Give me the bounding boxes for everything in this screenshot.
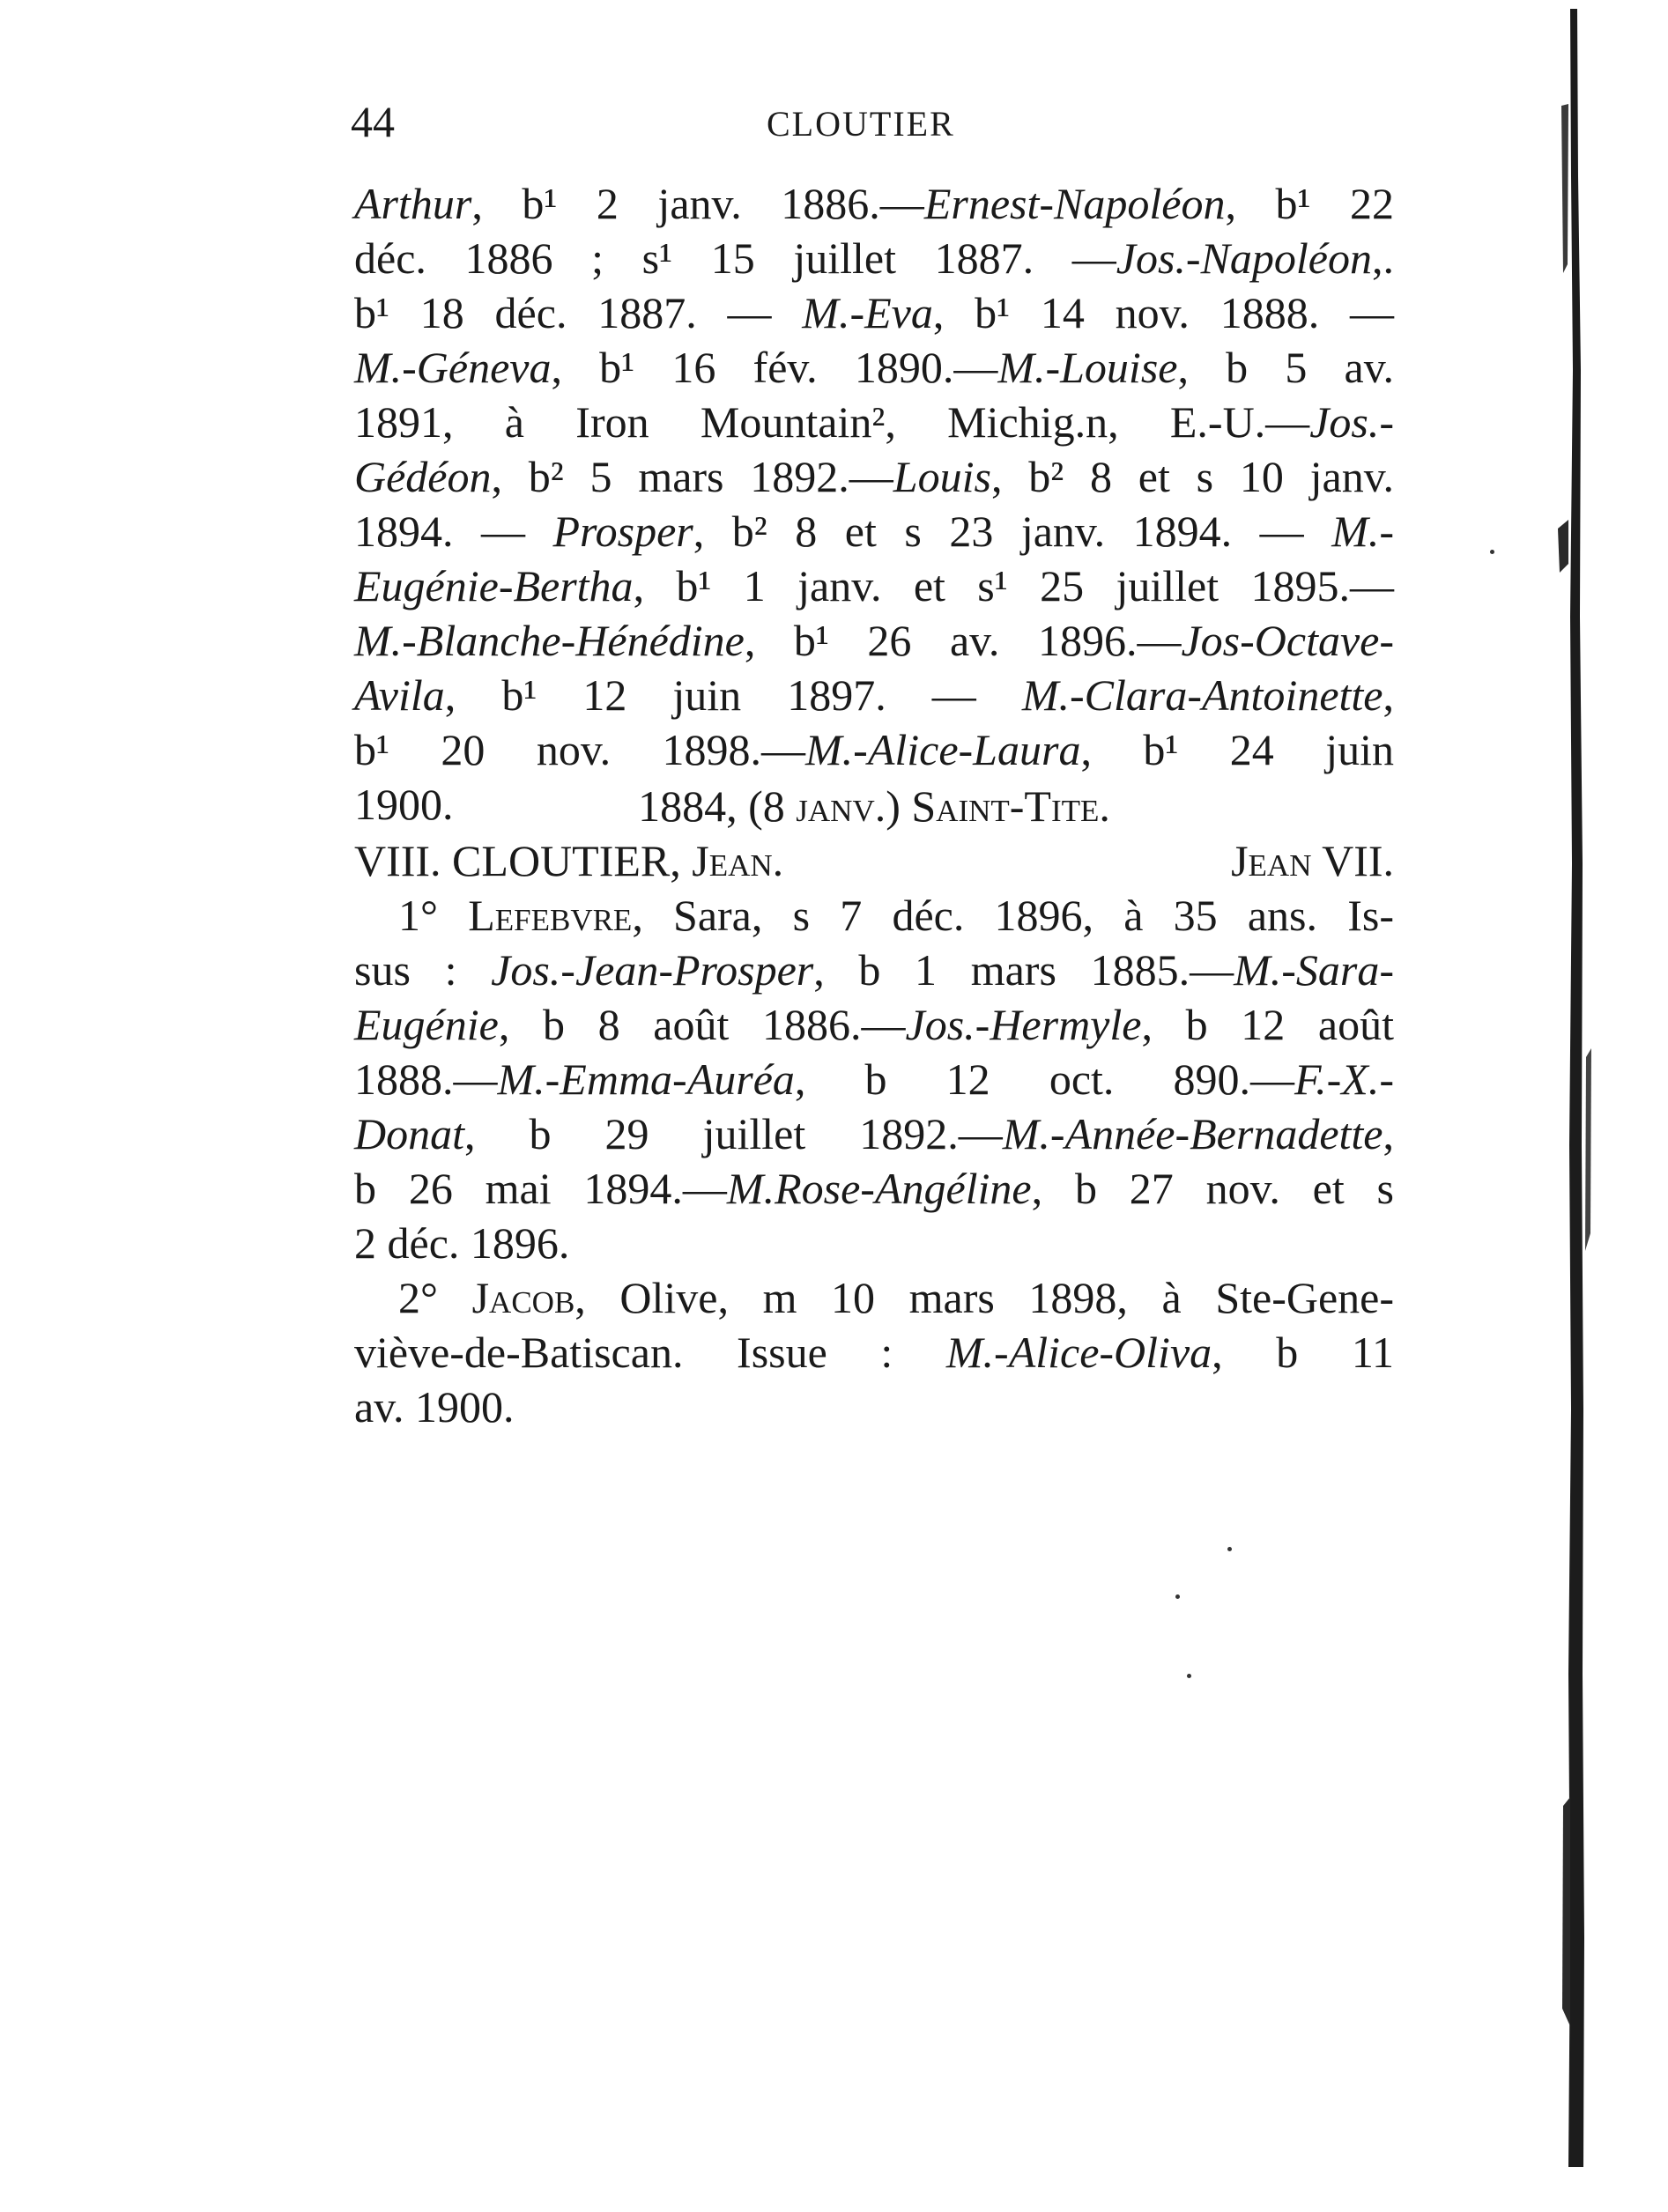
text-line	[354, 395, 1394, 449]
text-segment: , b¹ 26 av. 1896.—	[744, 616, 1182, 665]
italic-name-segment: Jos.-Hermyle	[905, 1000, 1142, 1049]
italic-name-segment: M.-Louise	[997, 343, 1178, 392]
italic-name-segment: M.-Année-Bernadette	[1002, 1109, 1383, 1158]
generation-heading	[354, 833, 1394, 888]
spouse-2-entry	[354, 1270, 1394, 1434]
text-segment: , b¹ 14 nov. 1888. —	[932, 288, 1395, 337]
text-segment: Lefebvre	[468, 891, 633, 940]
italic-name-segment: M.-Clara-Antoinette	[1021, 670, 1383, 720]
text-line	[354, 1052, 1394, 1106]
text-line	[354, 1161, 1394, 1216]
scan-speck	[1227, 1547, 1232, 1551]
text-segment: av. 1900.	[354, 1382, 515, 1432]
text-line	[354, 1216, 1394, 1270]
text-segment: ,	[1383, 1109, 1394, 1158]
italic-name-segment: Arthur	[354, 179, 472, 228]
text-segment: , b¹ 12 juin 1897. —	[444, 670, 1022, 720]
text-segment: , b¹ 2 janv. 1886.—	[471, 179, 924, 228]
text-segment: , b² 8 et s 10 janv.	[990, 452, 1394, 501]
text-line	[354, 176, 1394, 231]
italic-name-segment: Jos-Octave-	[1181, 616, 1394, 665]
text-segment: viève-de-Batiscan. Issue :	[354, 1328, 946, 1377]
text-segment: sus :	[354, 945, 492, 995]
text-segment: , Sara, s 7 déc. 1896, à 35 ans. Is-	[632, 891, 1394, 940]
text-segment: 2°	[398, 1273, 472, 1322]
italic-name-segment: M.-Géneva	[354, 343, 552, 392]
italic-name-segment: M.-	[1331, 507, 1395, 556]
italic-name-segment: M.-Alice-Laura	[805, 725, 1081, 774]
generation-heading-left: VIII. CLOUTIER, Jean.	[354, 836, 784, 885]
text-line	[354, 285, 1394, 340]
text-segment: b¹ 18 déc. 1887. —	[354, 288, 803, 337]
text-segment: , b 12 août	[1141, 1000, 1394, 1049]
italic-name-segment: M.Rose-Angéline	[726, 1164, 1032, 1213]
text-segment: , b² 5 mars 1892.—	[491, 452, 893, 501]
text-line	[354, 1270, 1394, 1325]
scan-speck	[1175, 1594, 1180, 1599]
italic-name-segment: Louis	[893, 452, 991, 501]
text-line	[354, 997, 1394, 1052]
text-line	[354, 722, 1394, 777]
italic-name-segment: M.-Sara-	[1234, 945, 1394, 995]
italic-name-segment: Ernest-Napoléon	[923, 179, 1226, 228]
text-segment: ,	[1383, 670, 1394, 720]
text-segment: déc. 1886 ; s¹ 15 juillet 1887. —	[354, 233, 1116, 283]
text-segment: , b 1 mars 1885.—	[813, 945, 1234, 995]
text-segment: b 26 mai 1894.—	[354, 1164, 727, 1213]
text-line	[354, 668, 1394, 722]
text-segment: 1891, à Iron Mountain², Michig.n, E.-U.—	[354, 397, 1310, 447]
text-line	[354, 613, 1394, 668]
scan-speck	[1187, 1674, 1191, 1678]
scan-speck	[1490, 550, 1494, 554]
text-segment: 1°	[398, 891, 469, 940]
text-line	[354, 1325, 1394, 1380]
running-head: CLOUTIER	[767, 104, 955, 144]
text-segment: , Olive, m 10 mars 1898, à Ste-Gene-	[575, 1273, 1394, 1322]
text-line	[354, 504, 1394, 559]
spouse-1-entry	[354, 888, 1394, 1270]
page-number: 44	[351, 97, 395, 146]
text-segment: 1894. —	[354, 507, 553, 556]
italic-name-segment: M.-Emma-Auréa	[497, 1054, 795, 1104]
italic-name-segment: M.-Eva	[802, 288, 933, 337]
italic-name-segment: Eugénie-Bertha	[354, 561, 634, 610]
text-segment: 1900.	[354, 780, 454, 829]
text-line	[354, 449, 1394, 504]
text-line	[354, 888, 1394, 943]
text-line	[354, 1106, 1394, 1161]
text-line	[354, 943, 1394, 997]
text-line	[354, 1380, 1394, 1434]
text-segment: 2 déc. 1896.	[354, 1218, 570, 1268]
text-segment: , b 5 av.	[1177, 343, 1394, 392]
text-segment: , b 29 juillet 1892.—	[464, 1109, 1003, 1158]
italic-name-segment: Gédéon	[354, 452, 492, 501]
italic-name-segment: M.-Alice-Oliva	[945, 1328, 1212, 1377]
italic-name-segment: F.-X.-	[1294, 1054, 1394, 1104]
text-segment: , b¹ 24 juin	[1080, 725, 1394, 774]
text-segment: , b 11	[1212, 1328, 1394, 1377]
text-segment: 1888.—	[354, 1054, 498, 1104]
italic-name-segment: Avila	[354, 670, 445, 720]
generation-heading-block	[354, 833, 1394, 888]
italic-name-segment: Prosper	[552, 507, 693, 556]
text-segment: b¹ 20 nov. 1898.—	[354, 725, 806, 774]
italic-name-segment: M.-Blanche-Hénédine	[354, 616, 745, 665]
text-segment: , b¹ 1 janv. et s¹ 25 juillet 1895.—	[633, 561, 1394, 610]
text-segment: , b² 8 et s 23 janv. 1894. —	[693, 507, 1332, 556]
italic-name-segment: Donat	[354, 1109, 464, 1158]
text-line	[354, 340, 1394, 395]
text-segment: , b 27 nov. et s	[1031, 1164, 1394, 1213]
entry-continued	[354, 176, 1394, 832]
text-segment: Jacob	[471, 1273, 575, 1322]
marriage-heading-block	[354, 779, 1394, 833]
text-segment: , b 12 oct. 890.—	[794, 1054, 1295, 1104]
generation-heading-right: Jean VII.	[1231, 836, 1394, 885]
text-line	[354, 559, 1394, 613]
italic-name-segment: Jos.-	[1309, 397, 1394, 447]
italic-name-segment: Eugénie	[354, 1000, 499, 1049]
text-segment: ,.	[1372, 233, 1394, 283]
text-segment: , b 8 août 1886.—	[498, 1000, 906, 1049]
binding-edge	[1551, 0, 1595, 2176]
italic-name-segment: Jos.-Napoléon	[1116, 233, 1372, 283]
text-segment: , b¹ 22	[1225, 179, 1395, 228]
text-line	[354, 231, 1394, 285]
italic-name-segment: Jos.-Jean-Prosper	[491, 945, 814, 995]
text-segment: , b¹ 16 fév. 1890.—	[551, 343, 998, 392]
marriage-heading: 1884, (8 janv.) Saint-Tite.	[638, 781, 1110, 831]
